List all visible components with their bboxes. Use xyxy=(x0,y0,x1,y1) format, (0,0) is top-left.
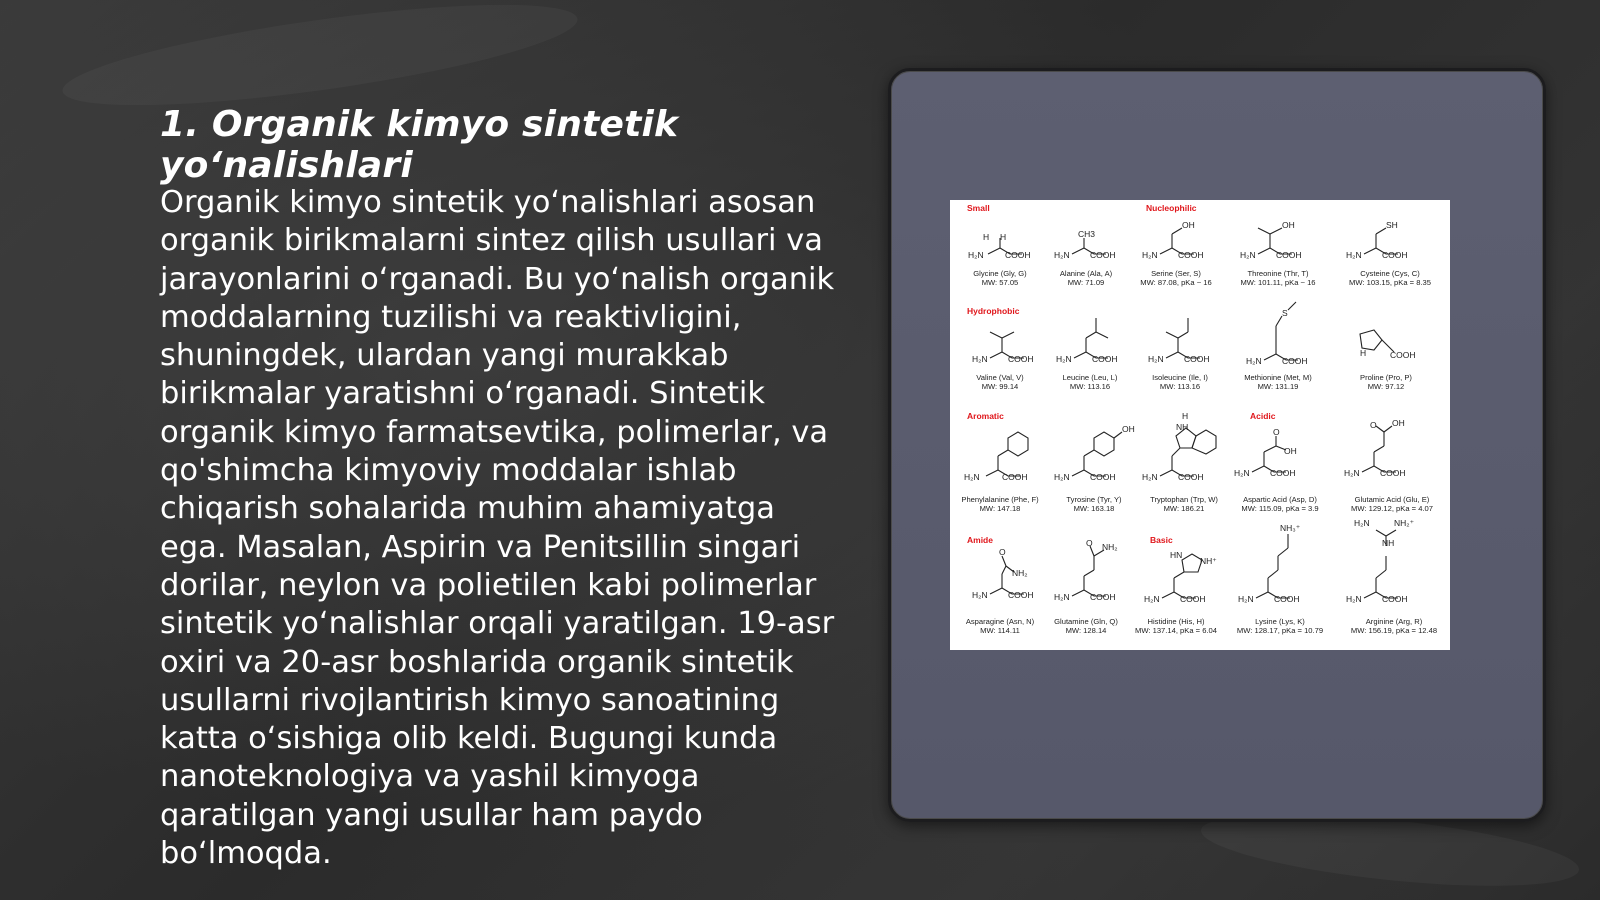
amino-acid-name: Leucine (Leu, L) xyxy=(1062,373,1118,382)
amino-acid-mw: MW: 101.11, pKa ~ 16 xyxy=(1240,278,1316,287)
atom-label: COOH xyxy=(1184,354,1210,364)
amino-acid-mw: MW: 128.14 xyxy=(1065,626,1107,635)
atom-label: H₂N xyxy=(1054,250,1070,260)
category-aromatic-label: Aromatic xyxy=(967,411,1004,421)
slide-body-text: Organik kimyo sintetik yo‘nalishlari asosan organik birikmalarni sintez qilish usullari va jarayonlarini o‘rganadi. Bu yo‘nalish organik moddalarning tuzilishi va reaktivligini, shuningdek, ulardan yangi murakkab birikmalar yaratishni o‘rganadi. Sintetik organik kimyo farmatsevtika, polimerlar, va qo'shimcha kimyoviy moddalar ishlab chiqarish sohalarida muhim ahamiyatga ega. Masalan, Aspirin va Penitsillin singari dorilar, neylon va polietilen kabi polimerlar sintetik yo‘nalishlar orqali yaratilgan. 19-asr oxiri va 20-asr boshlarida organik sintetik usullarni rivojlantirish kimyo sanoatining katta o‘sishiga olib keldi. Bugungi kunda nanoteknologiya va yashil kimyoga qaratilgan yangi usullar ham paydo bo‘lmoqda. xyxy=(160,185,835,872)
amino-acid-mw: MW: 137.14, pKa = 6.04 xyxy=(1135,626,1217,635)
atom-label: NH₃⁺ xyxy=(1280,523,1301,533)
atom-label: H₂N xyxy=(1344,468,1360,478)
atom-label: H₂N xyxy=(964,472,980,482)
amino-acid-mw: MW: 147.18 xyxy=(979,504,1021,513)
atom-label: COOH xyxy=(1178,472,1204,482)
atom-label: H₂N xyxy=(1144,594,1160,604)
atom-label: H₂N xyxy=(1142,472,1158,482)
atom-label: H₂N xyxy=(1346,250,1362,260)
atom-label: NH₂ xyxy=(1102,542,1118,552)
atom-label: H₂N xyxy=(1054,472,1070,482)
amino-acid-name: Alanine (Ala, A) xyxy=(1059,269,1113,278)
amino-acid-name: Cysteine (Cys, C) xyxy=(1360,269,1420,278)
amino-acid-mw: MW: 186.21 xyxy=(1163,504,1205,513)
amino-acid-name: Valine (Val, V) xyxy=(976,373,1024,382)
atom-label: O xyxy=(999,547,1006,557)
amino-acid-name: Serine (Ser, S) xyxy=(1151,269,1201,278)
atom-label: H₂N xyxy=(972,590,988,600)
atom-label: H₂N xyxy=(1354,518,1370,528)
atom-label: COOH xyxy=(1008,354,1034,364)
atom-label: H xyxy=(1182,411,1189,421)
amino-acid-name: Tyrosine (Tyr, Y) xyxy=(1066,495,1122,504)
atom-label: COOH xyxy=(1090,472,1116,482)
amino-acid-name: Threonine (Thr, T) xyxy=(1247,269,1309,278)
atom-label: H₂N xyxy=(968,250,984,260)
amino-acid-mw: MW: 99.14 xyxy=(981,382,1019,391)
category-amide-label: Amide xyxy=(967,535,993,545)
amino-acid-mw: MW: 103.15, pKa = 8.35 xyxy=(1349,278,1431,287)
atom-label: H₂N xyxy=(1238,594,1254,604)
atom-label: H xyxy=(983,232,990,242)
amino-acid-name: Isoleucine (Ile, I) xyxy=(1152,373,1208,382)
atom-label: H₂N xyxy=(1346,594,1362,604)
atom-label: COOH xyxy=(1092,354,1118,364)
amino-acid-name: Methionine (Met, M) xyxy=(1244,373,1312,382)
atom-label: CH3 xyxy=(1078,229,1096,239)
atom-label: O xyxy=(1086,538,1093,548)
atom-label: NH₂⁺ xyxy=(1394,518,1415,528)
amino-acid-name: Glutamine (Gln, Q) xyxy=(1054,617,1118,626)
atom-label: HN xyxy=(1170,550,1183,560)
atom-label: COOH xyxy=(1002,472,1028,482)
atom-label: COOH xyxy=(1090,250,1116,260)
atom-label: O xyxy=(1370,420,1377,430)
amino-acid-mw: MW: 114.11 xyxy=(980,626,1020,635)
amino-acid-mw: MW: 97.12 xyxy=(1367,382,1405,391)
atom-label: H₂N xyxy=(972,354,988,364)
category-basic-label: Basic xyxy=(1150,535,1173,545)
amino-acid-mw: MW: 156.19, pKa = 12.48 xyxy=(1350,626,1438,635)
atom-label: COOH xyxy=(1382,250,1408,260)
amino-acid-name: Proline (Pro, P) xyxy=(1360,373,1412,382)
amino-acid-mw: MW: 115.09, pKa = 3.9 xyxy=(1241,504,1319,513)
amino-acid-name: Glutamic Acid (Glu, E) xyxy=(1354,495,1430,504)
amino-acid-mw: MW: 131.19 xyxy=(1257,382,1299,391)
atom-label: H₂N xyxy=(1054,592,1070,602)
amino-acid-mw: MW: 163.18 xyxy=(1073,504,1115,513)
atom-label: OH xyxy=(1182,220,1195,230)
amino-acid-structures-figure xyxy=(950,200,1450,650)
amino-acid-name: Aspartic Acid (Asp, D) xyxy=(1243,495,1317,504)
atom-label: COOH xyxy=(1276,250,1302,260)
amino-acid-name: Histidine (His, H) xyxy=(1147,617,1205,626)
slide-title: 1. Organik kimyo sintetik yo‘nalishlari xyxy=(160,104,679,186)
atom-label: COOH xyxy=(1274,594,1300,604)
atom-label: OH xyxy=(1392,418,1405,428)
atom-label: COOH xyxy=(1090,592,1116,602)
amino-acid-name: Arginine (Arg, R) xyxy=(1365,617,1423,626)
atom-label: OH xyxy=(1282,220,1295,230)
atom-label: H₂N xyxy=(1148,354,1164,364)
amino-acid-name: Lysine (Lys, K) xyxy=(1255,617,1305,626)
atom-label: S xyxy=(1282,308,1288,318)
atom-label: COOH xyxy=(1008,590,1034,600)
atom-label: H₂N xyxy=(1246,356,1262,366)
atom-label: NH xyxy=(1176,422,1189,432)
amino-acid-name: Glycine (Gly, G) xyxy=(973,269,1027,278)
atom-label: SH xyxy=(1386,220,1398,230)
atom-label: H₂N xyxy=(1240,250,1256,260)
atom-label: NH xyxy=(1382,538,1395,548)
atom-label: H₂N xyxy=(1234,468,1250,478)
amino-acid-name: Phenylalanine (Phe, F) xyxy=(961,495,1039,504)
amino-acid-mw: MW: 57.05 xyxy=(981,278,1019,287)
atom-label: H₂N xyxy=(1142,250,1158,260)
amino-acid-mw: MW: 129.12, pKa = 4.07 xyxy=(1351,504,1433,513)
amino-acid-mw: MW: 113.16 xyxy=(1159,382,1201,391)
atom-label: COOH xyxy=(1178,250,1204,260)
category-nucleophilic-label: Nucleophilic xyxy=(1146,203,1197,213)
amino-acid-mw: MW: 87.08, pKa ~ 16 xyxy=(1140,278,1212,287)
amino-acid-name: Tryptophan (Trp, W) xyxy=(1150,495,1218,504)
amino-acid-mw: MW: 128.17, pKa = 10.79 xyxy=(1236,626,1324,635)
category-hydrophobic-label: Hydrophobic xyxy=(967,306,1020,316)
amino-acid-name: Asparagine (Asn, N) xyxy=(965,617,1035,626)
category-small-label: Small xyxy=(967,203,990,213)
atom-label: NH⁺ xyxy=(1200,556,1217,566)
atom-label: COOH xyxy=(1382,594,1408,604)
atom-label: COOH xyxy=(1380,468,1406,478)
atom-label: COOH xyxy=(1390,350,1416,360)
category-acidic-label: Acidic xyxy=(1250,411,1276,421)
atom-label: OH xyxy=(1122,424,1135,434)
atom-label: H xyxy=(1000,232,1007,242)
atom-label: O xyxy=(1273,427,1280,437)
atom-label: H xyxy=(1360,348,1367,358)
amino-acid-mw: MW: 71.09 xyxy=(1067,278,1105,287)
atom-label: COOH xyxy=(1005,250,1031,260)
atom-label: OH xyxy=(1284,446,1297,456)
atom-label: COOH xyxy=(1180,594,1206,604)
atom-label: H₂N xyxy=(1056,354,1072,364)
atom-label: COOH xyxy=(1282,356,1308,366)
atom-label: NH₂ xyxy=(1012,568,1028,578)
amino-acid-mw: MW: 113.16 xyxy=(1069,382,1111,391)
atom-label: COOH xyxy=(1270,468,1296,478)
